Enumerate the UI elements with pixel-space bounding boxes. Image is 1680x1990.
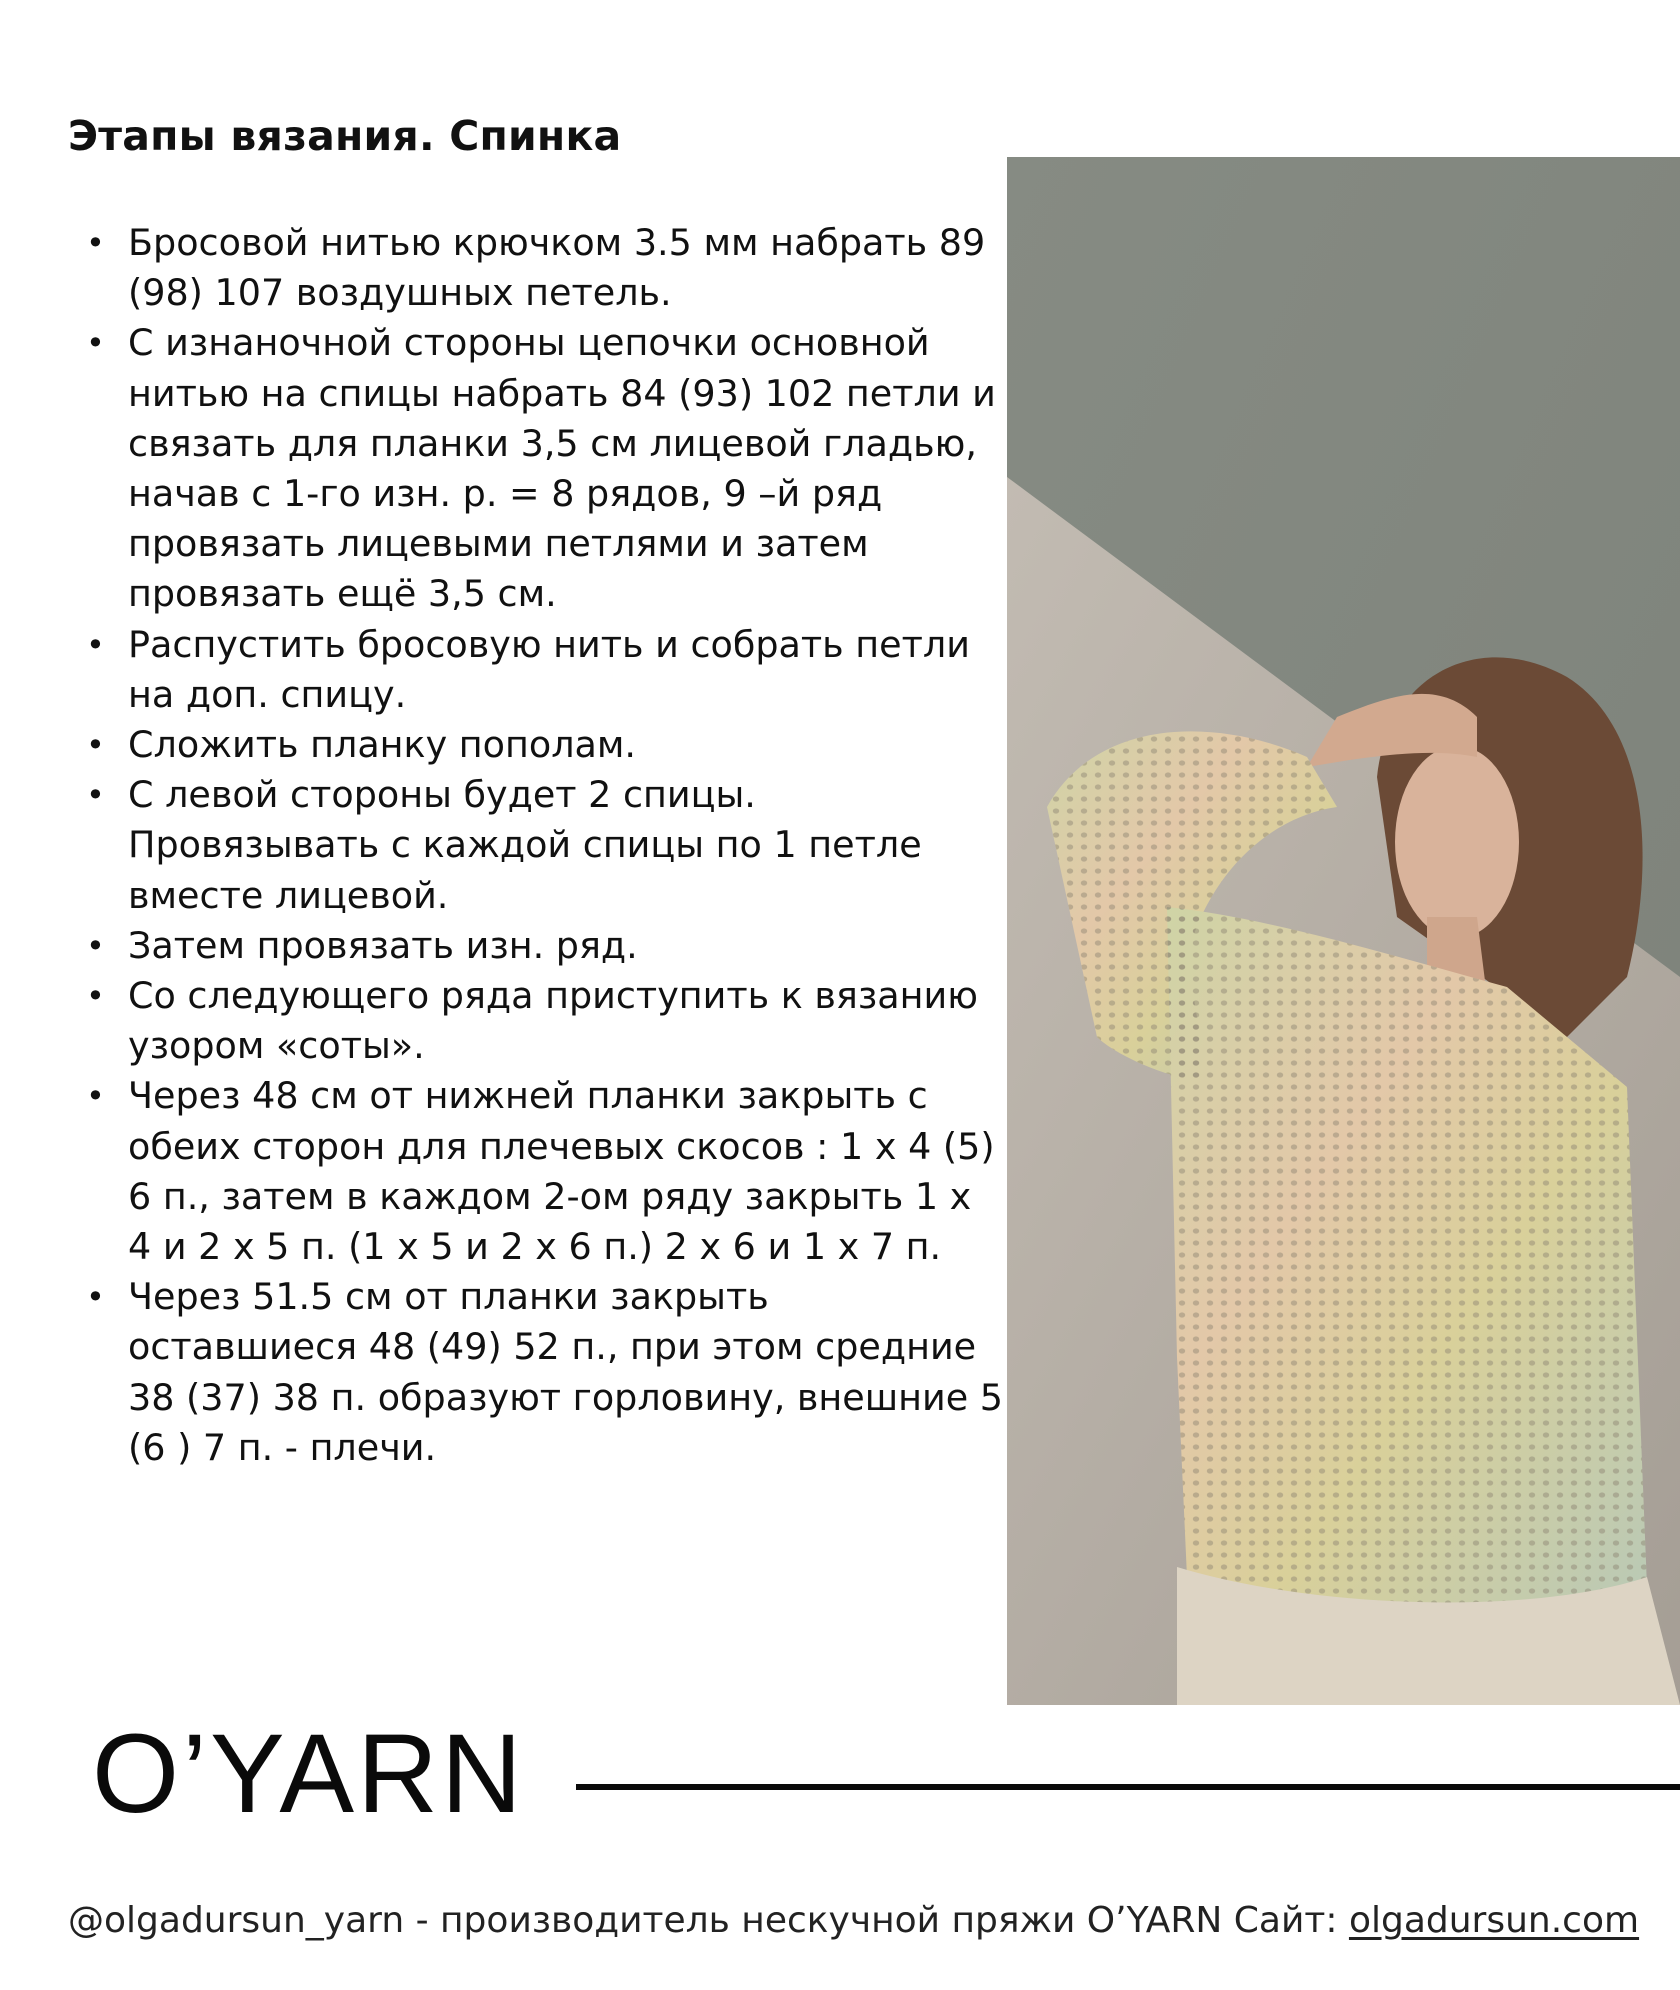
- footer-text: @olgadursun_yarn - производитель нескучной пряжи O’YARN Сайт:: [68, 1900, 1349, 1941]
- website-link[interactable]: olgadursun.com: [1348, 1900, 1640, 1941]
- step-item: • Распустить бросовую нить и собрать петли на доп. спицу.: [68, 620, 1003, 720]
- steps-list: [68, 218, 1003, 1473]
- step-item: • Со следующего ряда приступить к вязанию узором «соты».: [68, 971, 1003, 1071]
- step-item: • Через 51.5 см от планки закрыть оставшиеся 48 (49) 52 п., при этом средние 38 (37) 38 п. образуют горловину, внешние 5 (6 ) 7 п. - плечи.: [68, 1272, 1003, 1473]
- step-item: • С изнаночной стороны цепочки основной нитью на спицы набрать 84 (93) 102 петли и связать для планки 3,5 см лицевой гладью, начав с 1-го изн. р. = 8 рядов, 9 –й ряд провязать лицевыми петлями и затем провязать ещё 3,5 см.: [68, 318, 1003, 619]
- page-title: Этапы вязания. Спинка: [68, 112, 622, 160]
- step-item: • С левой стороны будет 2 спицы. Провязывать с каждой спицы по 1 петле вместе лицевой.: [68, 770, 1003, 921]
- model-photo: [1007, 157, 1680, 1705]
- step-item: • Сложить планку пополам.: [68, 720, 1003, 770]
- footer: [68, 1900, 1639, 1941]
- brand-divider: [576, 1784, 1680, 1790]
- step-item: • Через 48 см от нижней планки закрыть с обеих сторон для плечевых скосов : 1 х 4 (5) 6 п., затем в каждом 2-ом ряду закрыть 1 х 4 и 2 х 5 п. (1 х 5 и 2 х 6 п.) 2 х 6 и 1 х 7 п.: [68, 1071, 1003, 1272]
- brand-logo: O’YARN: [92, 1711, 525, 1836]
- step-item: • Бросовой нитью крючком 3.5 мм набрать 89 (98) 107 воздушных петель.: [68, 218, 1003, 318]
- step-item: • Затем провязать изн. ряд.: [68, 921, 1003, 971]
